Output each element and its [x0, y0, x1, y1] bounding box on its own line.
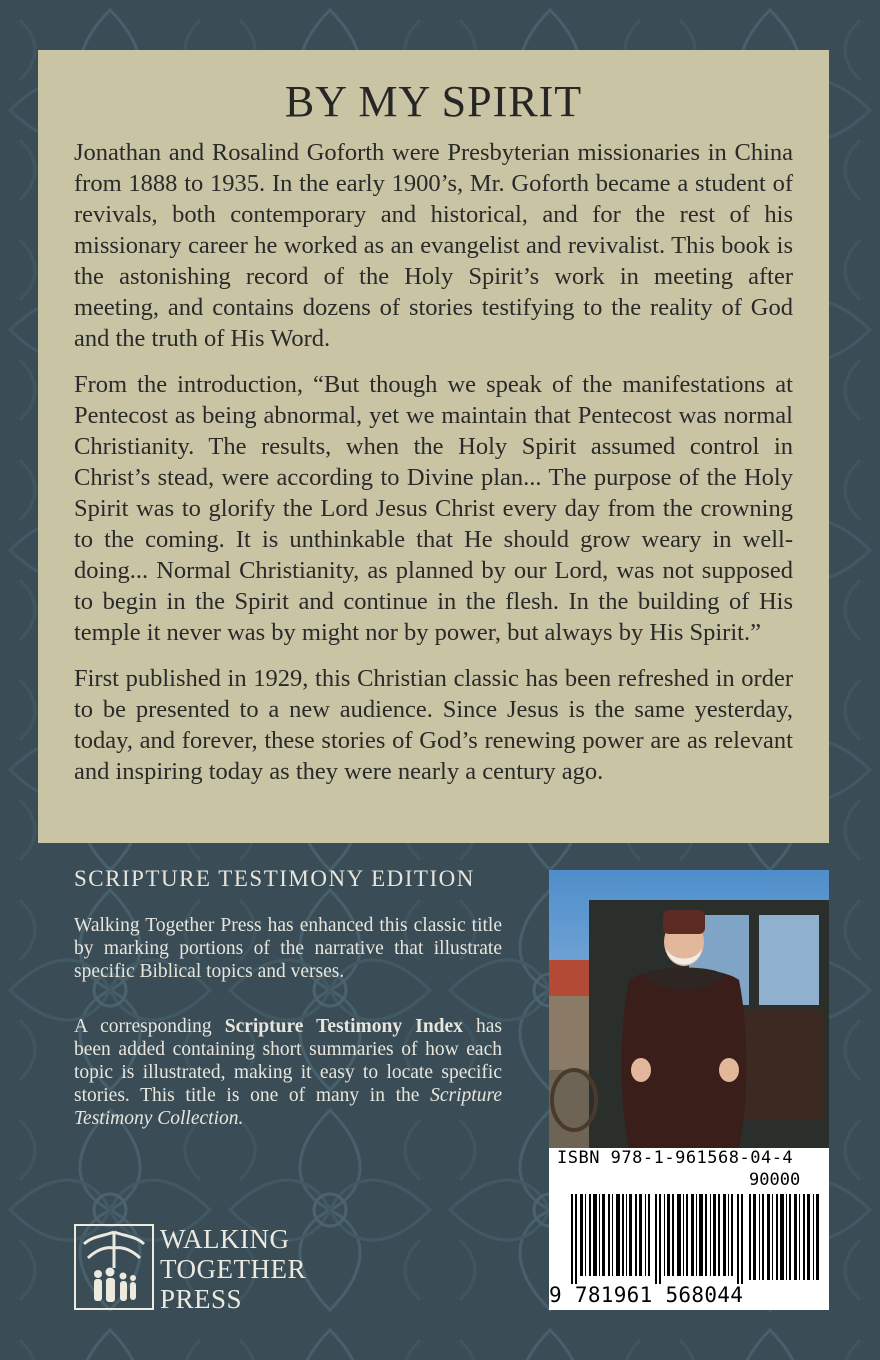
publisher-name-line-2: TOGETHER — [160, 1254, 306, 1284]
walking-together-logo-icon — [74, 1224, 154, 1310]
price-code: 90000 — [749, 1170, 801, 1190]
scripture-testimony-index: Scripture Testimony Index — [224, 1016, 463, 1037]
edition-paragraph-2-middle: has been added containing short summaries of how each topic is illustrated, making it easy to locate specific stories. This title is one of many in the — [74, 1016, 502, 1106]
publisher-name-line-1: WALKING — [160, 1224, 290, 1254]
edition-paragraph-2 — [74, 1015, 502, 1130]
isbn-number: ISBN 978-1-961568-04-4 — [557, 1148, 794, 1168]
book-title: BY MY SPIRIT — [284, 77, 583, 126]
author-photo — [549, 870, 829, 1148]
publisher-name-line-3: PRESS — [160, 1284, 243, 1314]
edition-paragraph-1: Walking Together Press has enhanced this classic title by marking portions of the narrative that illustrate specific Biblical topics and verses. — [74, 915, 502, 982]
barcode-bars — [571, 1194, 751, 1284]
edition-heading: SCRIPTURE TESTIMONY EDITION — [74, 866, 475, 891]
description-panel — [38, 50, 829, 843]
description-paragraph-1: Jonathan and Rosalind Goforth were Presbyterian missionaries in China from 1888 to 1935. In the early 1900’s, Mr. Goforth became a student of revivals, both contemporary and historical, and for the rest of his missionary career he worked as an evangelist and revivalist. This book is the astonishing record of the Holy Spirit’s work in meeting after meeting, and contains dozens of stories testifying to the reality of God and the truth of His Word. — [74, 139, 793, 352]
edition-paragraph-2-start: A corresponding — [74, 1016, 225, 1037]
price-addon-bars — [749, 1194, 825, 1280]
description-paragraph-2: From the introduction, “But though we speak of the manifestations at Pentecost as being abnormal, yet we maintain that Pentecost was normal Christianity. The results, when the Holy Spirit assumed control in Christ’s stead, were according to Divine plan... The purpose of the Holy Spirit was to glorify the Lord Jesus Christ every day from the crowning to the coming. It is unthinkable that He should grow weary in well-doing... Normal Christianity, as planned by our Lord, was not supposed to begin in the Spirit and continue in the flesh. In the building of His temple it never was by might nor by power, but always by His Spirit.” — [74, 371, 793, 646]
barcode — [549, 1148, 829, 1310]
scripture-testimony-collection: Scripture Testimony Collection. — [74, 1085, 502, 1129]
description-paragraph-3: First published in 1929, this Christian classic has been refreshed in order to be presented to a new audience. Since Jesus is the same yesterday, today, and forever, these stories of God’s renewing power are as relevant and inspiring today as they were nearly a century ago. — [74, 665, 793, 785]
barcode-digits: 9 781961 568044 — [549, 1283, 744, 1307]
